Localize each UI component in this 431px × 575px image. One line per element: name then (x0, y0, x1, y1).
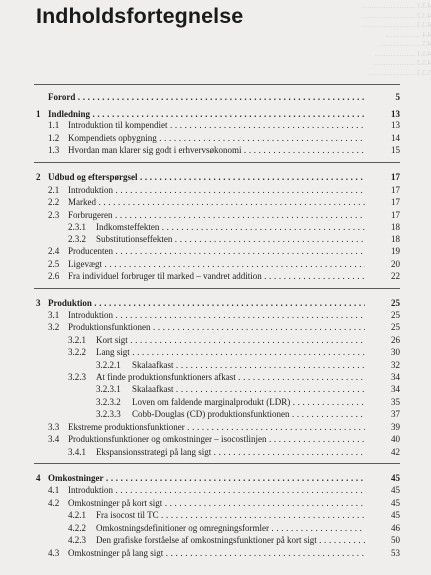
toc-entry-page: 13 (391, 109, 400, 119)
ghost-line: 5.3.3 ........................... (368, 68, 431, 77)
toc-entry-number: 4.2.3 (68, 535, 86, 545)
toc-entry-number: 3.4.1 (68, 447, 86, 457)
toc-entry-number: 2 (36, 172, 41, 182)
toc-entry[interactable] (0, 421, 431, 433)
toc-entry[interactable] (0, 334, 431, 346)
toc-entry[interactable] (0, 184, 431, 196)
toc-entry-page: 53 (391, 548, 400, 558)
toc-entry[interactable] (0, 171, 431, 183)
ghost-line: 4.3.2 ............................... (361, 11, 431, 20)
toc-entry-title: Producenten . . . (68, 245, 393, 257)
toc-entry[interactable] (0, 371, 431, 383)
toc-entry-number: 3.3 (48, 422, 60, 432)
toc-entry-number: 3.2.1 (68, 335, 86, 345)
toc-entry-number: 3.4 (48, 434, 60, 444)
toc-entry-number: 3.2.3.1 (96, 384, 121, 394)
toc-entry-page: 19 (391, 246, 400, 256)
toc-entry[interactable] (0, 297, 431, 309)
toc-entry-page: 17 (391, 185, 400, 195)
toc-entry-page: 45 (391, 510, 400, 520)
toc-entry-title: Indledning . . . (48, 108, 393, 120)
toc-entry-page: 30 (391, 347, 400, 357)
section-rule (34, 288, 400, 289)
toc-entry[interactable] (0, 509, 431, 521)
toc-entry-page: 34 (391, 372, 400, 382)
toc-entry[interactable] (0, 209, 431, 221)
toc-entry-page: 5 (395, 92, 400, 102)
toc-entry-title: Produktion . . . (48, 297, 393, 309)
toc-entry-number: 1.3 (48, 145, 60, 155)
toc-entry-title: Ligevægt . . . (68, 258, 393, 270)
toc-entry-title: Forbrugeren . . . (68, 209, 393, 221)
toc-entry[interactable] (0, 196, 431, 208)
toc-entry-page: 22 (391, 271, 400, 281)
toc-entry-title: Loven om faldende marginalprodukt (LDR) . . . (132, 396, 393, 408)
toc-entry[interactable] (0, 221, 431, 233)
section-rule (34, 463, 400, 464)
toc-entry-number: 1 (36, 109, 41, 119)
toc-entry-page: 18 (391, 234, 400, 244)
toc-entry-page: 46 (391, 523, 400, 533)
toc-entry-number: 2.2 (48, 197, 60, 207)
toc-entry-number: 4.2.2 (68, 523, 86, 533)
toc-entry-title: Omkostningsdefinitioner og omregningsformler . . . (96, 522, 393, 534)
toc-entry-number: 3.2.2 (68, 347, 86, 357)
toc-entry[interactable] (0, 408, 431, 420)
toc-entry-number: 3.2.3.2 (96, 397, 121, 407)
toc-entry-title: Skalaafkast . . . (132, 383, 393, 395)
ghost-line: 4.5 ........................ (378, 40, 431, 48)
section-rule (34, 162, 400, 163)
toc-entry-title: Omkostninger på kort sigt . . . (68, 497, 393, 509)
toc-entry-page: 42 (391, 447, 400, 457)
toc-entry[interactable] (0, 258, 431, 270)
toc-entry-title: Produktionsfunktioner og omkostninger – isocostlinjen . . . (68, 433, 393, 445)
toc-entry[interactable] (0, 383, 431, 395)
toc-entry-title: Kompendiets opbygning . . . (68, 132, 393, 144)
toc-entry-number: 2.4 (48, 246, 60, 256)
toc-entry[interactable] (0, 144, 431, 156)
toc-entry-title: Produktionsfunktionen . . . (68, 321, 393, 333)
toc-entry[interactable] (0, 91, 431, 103)
section-rule (34, 84, 400, 85)
toc-entry-page: 17 (391, 172, 400, 182)
toc-entry[interactable] (0, 534, 431, 546)
toc-entry[interactable] (0, 522, 431, 534)
toc-entry-title: Kort sigt . . . (96, 334, 393, 346)
toc-entry-page: 13 (391, 120, 400, 130)
toc-entry-number: 2.3.1 (68, 222, 86, 232)
toc-entry-title: Omkostninger på lang sigt . . . (68, 547, 393, 559)
toc-entry-page: 17 (391, 210, 400, 220)
toc-entry-number: 4.2 (48, 498, 60, 508)
toc-entry-title: Fra isocost til TC . . . (96, 509, 393, 521)
toc-entry-page: 34 (391, 384, 400, 394)
toc-entry-title: Fra individuel forbruger til marked – vandret addition . . . (68, 270, 393, 282)
toc-entry-number: 2.5 (48, 259, 60, 269)
toc-entry-title: Introduktion . . . (68, 484, 393, 496)
toc-entry-number: 3.2 (48, 322, 60, 332)
toc-entry-number: 3.2.2.1 (96, 360, 121, 370)
toc-entry[interactable] (0, 472, 431, 484)
toc-entry-title: Den grafiske forståelse af omkostningsfunktioner på kort sigt . . . (96, 534, 393, 546)
toc-entry-page: 40 (391, 434, 400, 444)
toc-entry-number: 3 (36, 298, 41, 308)
toc-entry-title: Marked . . . (68, 196, 393, 208)
toc-entry-number: 3.1 (48, 310, 60, 320)
toc-entry[interactable] (0, 309, 431, 321)
toc-entry-number: 2.1 (48, 185, 60, 195)
toc-entry[interactable] (0, 396, 431, 408)
toc-entry-title: Udbud og efterspørgsel . . . (48, 171, 393, 183)
ghost-line: 4.5.1 ....................... (375, 49, 431, 58)
toc-entry-page: 45 (391, 473, 400, 483)
toc-entry-number: 2.3.2 (68, 234, 86, 244)
toc-entry-page: 50 (391, 535, 400, 545)
toc-entry-title: Substitutionseffekten . . . (96, 233, 393, 245)
toc-entry[interactable] (0, 346, 431, 358)
toc-entry-number: 2.6 (48, 271, 60, 281)
toc-entry[interactable] (0, 547, 431, 559)
toc-entry-number: 1.1 (48, 120, 60, 130)
toc-entry-title: Introduktion til kompendiet . . . (68, 119, 393, 131)
toc-entry[interactable] (0, 497, 431, 509)
toc-entry-number: 2.3 (48, 210, 60, 220)
toc-entry-page: 39 (391, 422, 400, 432)
toc-entry[interactable] (0, 119, 431, 131)
toc-entry[interactable] (0, 484, 431, 496)
ghost-line: 4.5.2 ........................ (373, 59, 431, 67)
toc-entry-page: 35 (391, 397, 400, 407)
toc-entry-page: 26 (391, 335, 400, 345)
toc-entry-page: 32 (391, 360, 400, 370)
toc-entry[interactable] (0, 321, 431, 333)
toc-entry-number: 1.2 (48, 133, 60, 143)
ghost-line: 4.3.1 ............................... (361, 2, 431, 10)
page-title: Indholdsfortegnelse (36, 4, 244, 28)
toc-entry-number: 4.2.1 (68, 510, 86, 520)
toc-entry[interactable] (0, 245, 431, 257)
toc-entry-page: 14 (391, 133, 400, 143)
toc-entry-page: 37 (391, 409, 400, 419)
toc-entry[interactable] (0, 132, 431, 144)
toc-entry-title: Cobb-Douglas (CD) produktionsfunktionen . . . (132, 408, 393, 420)
toc-entry-title: Hvordan man klarer sig godt i erhvervsøkonomi . . . (68, 144, 393, 156)
toc-entry-title: Lang sigt . . . (96, 346, 393, 358)
toc-entry-page: 45 (391, 485, 400, 495)
ghost-line: 4.3.3 ............................... (361, 21, 431, 29)
toc-entry-title: Skalaafkast . . . (132, 359, 393, 371)
toc-entry-title: Ekstreme produktionsfunktioner . . . (68, 421, 393, 433)
toc-entry-page: 20 (391, 259, 400, 269)
toc-entry-page: 25 (391, 298, 400, 308)
toc-entry[interactable] (0, 433, 431, 445)
toc-entry-title: Indkomsteffekten . . . (96, 221, 393, 233)
toc-entry-title: Introduktion . . . (68, 309, 393, 321)
toc-entry-page: 15 (391, 145, 400, 155)
toc-entry-page: 18 (391, 222, 400, 232)
toc-entry[interactable] (0, 270, 431, 282)
toc-entry-number: 4.3 (48, 548, 60, 558)
toc-entry-number: 3.2.3 (68, 372, 86, 382)
toc-entry-title: Ekspansionsstrategi på lang sigt . . . (96, 446, 393, 458)
ghost-line: 4.4 .................... (385, 30, 431, 39)
toc-entry-page: 25 (391, 322, 400, 332)
toc-entry[interactable] (0, 233, 431, 245)
toc-entry-title: Omkostninger . . . (48, 472, 393, 484)
toc-entry-title: At finde produktionsfunktioners afkast . . . (96, 371, 393, 383)
toc-entry-page: 45 (391, 498, 400, 508)
toc-entry-number: 4.1 (48, 485, 60, 495)
toc-entry-title: Forord . . . (48, 91, 393, 103)
toc-entry[interactable] (0, 359, 431, 371)
toc-entry-number: 3.2.3.3 (96, 409, 121, 419)
toc-entry-number: 4 (36, 473, 41, 483)
toc-entry-title: Introduktion . . . (68, 184, 393, 196)
toc-entry[interactable] (0, 446, 431, 458)
toc-entry-page: 17 (391, 197, 400, 207)
toc-entry-page: 25 (391, 310, 400, 320)
